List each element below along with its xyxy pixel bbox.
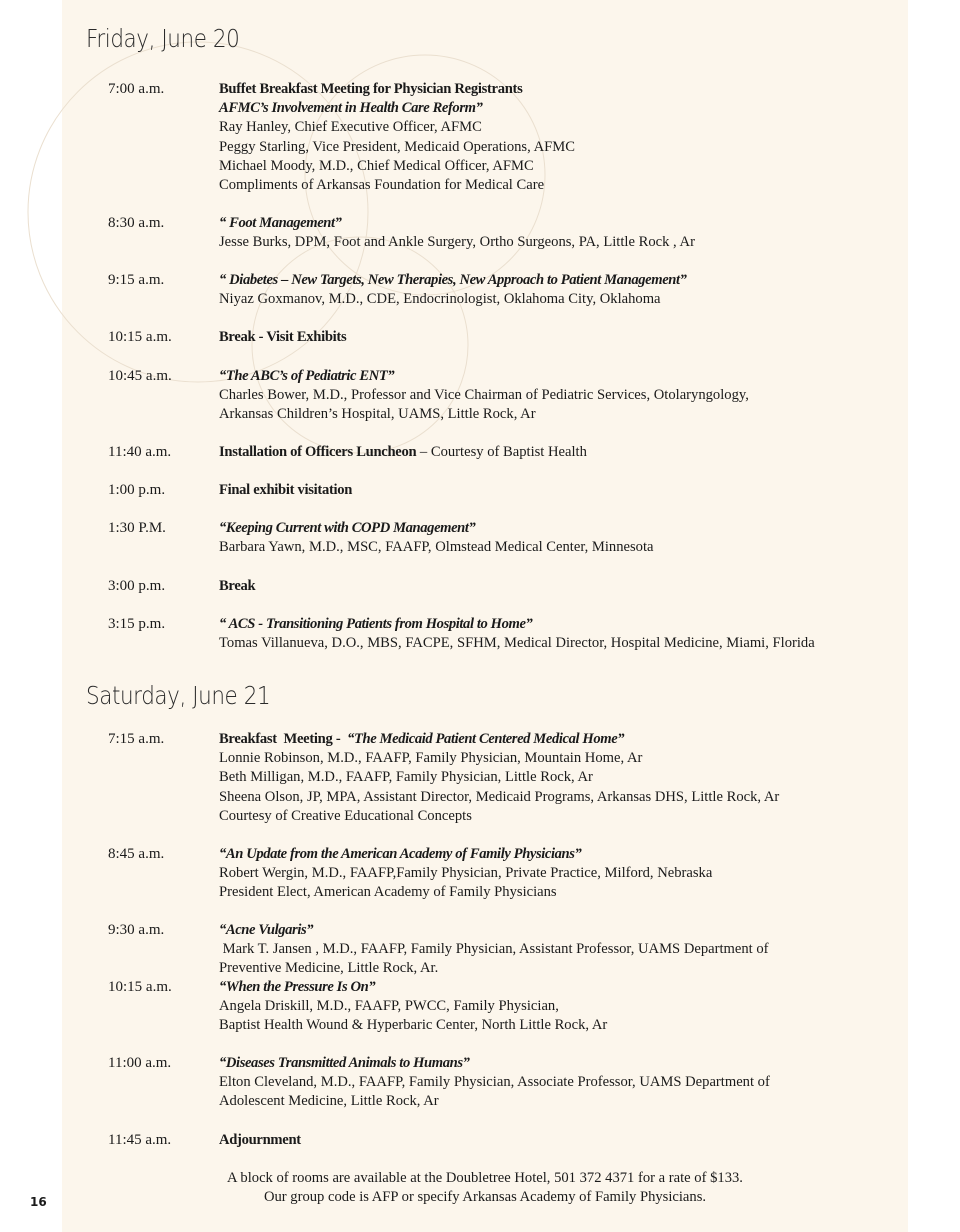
session-title: “ ACS - Transitioning Patients from Hospital to Home”	[219, 616, 533, 632]
session-time: 11:00 a.m.	[108, 1055, 172, 1071]
session-line: Mark T. Jansen , M.D., FAAFP, Family Physician, Assistant Professor, UAMS Department of	[219, 941, 769, 958]
session-time: 1:00 p.m.	[108, 482, 166, 498]
session-title: Break - Visit Exhibits	[219, 329, 347, 345]
session-line: Courtesy of Creative Educational Concepts	[219, 807, 472, 824]
session-subtitle: AFMC’s Involvement in Health Care Reform”	[219, 100, 483, 117]
day-heading-saturday: Saturday, June 21	[86, 681, 271, 710]
session-line: Michael Moody, M.D., Chief Medical Officer, AFMC	[219, 157, 534, 174]
session-line: Elton Cleveland, M.D., FAAFP, Family Physician, Associate Professor, UAMS Department of	[219, 1074, 770, 1091]
session-time: 7:00 a.m.	[108, 81, 165, 97]
session-time: 3:00 p.m.	[108, 578, 166, 594]
session-title: Installation of Officers Luncheon	[219, 444, 417, 460]
session-line: Barbara Yawn, M.D., MSC, FAAFP, Olmstead Medical Center, Minnesota	[219, 539, 654, 556]
session-details	[219, 1131, 899, 1150]
session-details	[219, 328, 899, 347]
session-time: 7:15 a.m.	[108, 731, 165, 747]
session-details	[219, 271, 899, 309]
session-time: 10:15 a.m.	[108, 979, 172, 995]
session-details	[219, 845, 899, 903]
session-title: “When the Pressure Is On”	[219, 979, 376, 995]
session-line: Niyaz Goxmanov, M.D., CDE, Endocrinologist, Oklahoma City, Oklahoma	[219, 291, 661, 308]
session-title: “The Medicaid Patient Centered Medical Home”	[347, 731, 625, 747]
session-title: Break	[219, 578, 256, 594]
session-line: Jesse Burks, DPM, Foot and Ankle Surgery, Ortho Surgeons, PA, Little Rock , Ar	[219, 234, 695, 251]
session-title: “An Update from the American Academy of Family Physicians”	[219, 846, 582, 862]
session-line: Robert Wergin, M.D., FAAFP,Family Physician, Private Practice, Milford, Nebraska	[219, 865, 713, 882]
session-line: Adolescent Medicine, Little Rock, Ar	[219, 1093, 439, 1110]
session-time: 11:40 a.m.	[108, 444, 172, 460]
session-time: 10:45 a.m.	[108, 368, 172, 384]
session-details	[219, 519, 899, 557]
session-title: Buffet Breakfast Meeting for Physician Registrants	[219, 81, 523, 97]
session-line: Baptist Health Wound & Hyperbaric Center, North Little Rock, Ar	[219, 1017, 608, 1034]
session-details	[219, 367, 899, 425]
session-title: “ Foot Management”	[219, 215, 342, 231]
session-line: Ray Hanley, Chief Executive Officer, AFMC	[219, 119, 482, 136]
session-details	[219, 978, 899, 1036]
session-line: Preventive Medicine, Little Rock, Ar.	[219, 960, 439, 977]
session-time: 9:15 a.m.	[108, 272, 165, 288]
session-details	[219, 80, 899, 195]
session-line: President Elect, American Academy of Family Physicians	[219, 884, 557, 901]
session-time: 8:45 a.m.	[108, 846, 165, 862]
session-title-suffix: – Courtesy of Baptist Health	[416, 444, 587, 460]
session-details	[219, 1054, 899, 1112]
session-title: Adjournment	[219, 1132, 301, 1148]
session-time: 8:30 a.m.	[108, 215, 165, 231]
session-title: “Keeping Current with COPD Management”	[219, 520, 476, 536]
session-line: Sheena Olson, JP, MPA, Assistant Director, Medicaid Programs, Arkansas DHS, Little Rock, Ar	[219, 788, 780, 805]
session-line: Angela Driskill, M.D., FAAFP, PWCC, Family Physician,	[219, 998, 559, 1015]
session-line: Compliments of Arkansas Foundation for Medical Care	[219, 176, 545, 193]
session-details	[219, 443, 899, 462]
session-title: “Diseases Transmitted Animals to Humans”	[219, 1055, 470, 1071]
session-title: Final exhibit visitation	[219, 482, 353, 498]
session-title-prefix: Breakfast Meeting -	[219, 731, 348, 747]
session-time: 10:15 a.m.	[108, 329, 172, 345]
session-line: Lonnie Robinson, M.D., FAAFP, Family Physician, Mountain Home, Ar	[219, 750, 643, 767]
session-line: Charles Bower, M.D., Professor and Vice Chairman of Pediatric Services, Otolaryngology,	[219, 387, 749, 404]
session-time: 9:30 a.m.	[108, 922, 165, 938]
session-details	[219, 615, 899, 653]
session-title: “ Diabetes – New Targets, New Therapies, New Approach to Patient Management”	[219, 272, 687, 288]
session-time: 11:45 a.m.	[108, 1132, 172, 1148]
session-details	[219, 577, 899, 596]
session-title: “The ABC’s of Pediatric ENT”	[219, 368, 395, 384]
footer-line-1: A block of rooms are available at the Doubletree Hotel, 501 372 4371 for a rate of $133.	[227, 1170, 743, 1186]
hotel-info-footer	[62, 1169, 908, 1207]
session-details	[219, 481, 899, 500]
day-heading-friday: Friday, June 20	[86, 24, 240, 53]
session-line: Arkansas Children’s Hospital, UAMS, Little Rock, Ar	[219, 406, 536, 423]
session-line: Peggy Starling, Vice President, Medicaid Operations, AFMC	[219, 138, 575, 155]
schedule-content	[62, 0, 908, 1232]
session-line: Beth Milligan, M.D., FAAFP, Family Physician, Little Rock, Ar	[219, 769, 593, 786]
session-details	[219, 730, 899, 826]
session-details	[219, 214, 899, 252]
session-time: 1:30 P.M.	[108, 520, 166, 536]
session-details	[219, 921, 899, 979]
page-number: 16	[30, 1195, 47, 1209]
session-time: 3:15 p.m.	[108, 616, 166, 632]
session-title: “Acne Vulgaris”	[219, 922, 314, 938]
session-line: Tomas Villanueva, D.O., MBS, FACPE, SFHM, Medical Director, Hospital Medicine, Miami, Florida	[219, 635, 815, 652]
footer-line-2: Our group code is AFP or specify Arkansas Academy of Family Physicians.	[263, 1189, 707, 1206]
